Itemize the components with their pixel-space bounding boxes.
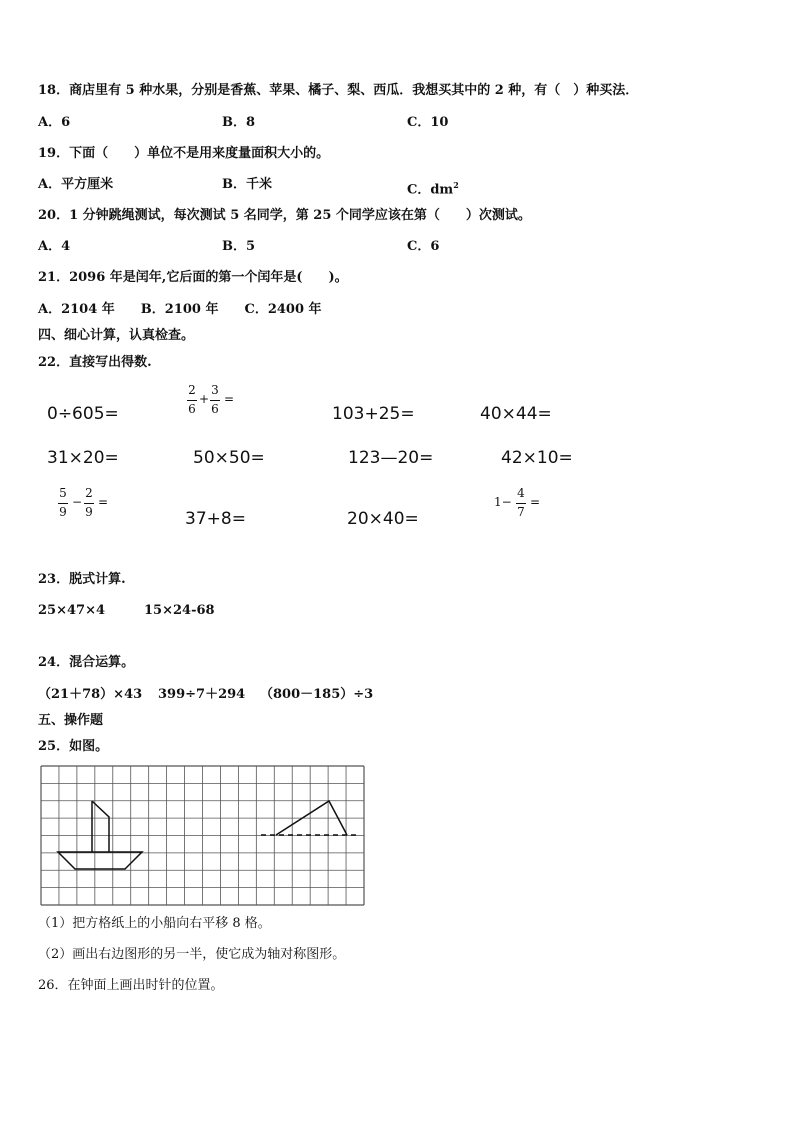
operator: + — [199, 392, 210, 406]
fraction-expression-1 — [186, 383, 246, 423]
question-26: 26．在钟面上画出时针的位置。 — [38, 978, 224, 993]
fraction-bar — [210, 400, 220, 401]
boat-hull — [58, 852, 142, 869]
calc-item: 123—20= — [348, 448, 434, 468]
operator: − — [72, 495, 83, 509]
q25-subquestion-2: （2）画出右边图形的另一半，使它成为轴对称图形。 — [38, 947, 346, 962]
q21-options: A．2104 年 B．2100 年 C．2400 年 — [38, 302, 322, 317]
question-18: 18．商店里有 5 种水果，分别是香蕉、苹果、橘子、梨、西瓜．我想买其中的 2 种，有（ ）种买法． — [38, 83, 639, 98]
q18-option-a: A．6 — [38, 115, 71, 130]
calc-item: 31×20= — [47, 448, 119, 468]
whole-part: 1− — [494, 495, 512, 509]
q18-option-c: C．10 — [407, 115, 449, 130]
fraction-bar — [58, 503, 68, 504]
section-4-heading: 四、细心计算，认真检查。 — [38, 328, 195, 343]
denominator: 9 — [85, 505, 93, 519]
fraction-expression-2 — [57, 486, 117, 526]
q23-item-1: 25×47×4 — [38, 603, 106, 618]
q19-option-c: C．$dm^2$ — [407, 180, 459, 198]
denominator: 6 — [188, 402, 196, 416]
q19-option-a: A．平方厘米 — [38, 177, 114, 192]
q19-option-b: B．千米 — [222, 177, 272, 192]
q20-option-a: A．4 — [38, 239, 71, 254]
boat-figure — [58, 801, 142, 869]
q25-subquestion-1: （1）把方格纸上的小船向右平移 8 格。 — [38, 916, 271, 931]
fraction-bar — [516, 503, 526, 504]
calc-item: 20×40= — [347, 509, 419, 529]
calc-item: 37+8= — [185, 509, 246, 529]
calc-item: 0÷605= — [47, 404, 119, 424]
fraction-bar — [84, 503, 94, 504]
numerator: 3 — [211, 383, 219, 397]
denominator: 7 — [517, 505, 525, 519]
question-23: 23．脱式计算. — [38, 572, 126, 587]
q24-item-3: （800－185）÷3 — [260, 687, 374, 702]
question-19: 19．下面（ ）单位不是用来度量面积大小的。 — [38, 146, 330, 161]
question-21: 21．2096 年是闰年,它后面的第一个闰年是( )。 — [38, 270, 348, 285]
question-22: 22．直接写出得数. — [38, 355, 152, 370]
question-20: 20．1 分钟跳绳测试，每次测试 5 名同学，第 25 个同学应该在第（ ）次测试。 — [38, 208, 531, 223]
calc-item: 40×44= — [480, 404, 552, 424]
denominator: 6 — [211, 402, 219, 416]
section-5-heading: 五、操作题 — [38, 713, 104, 728]
q20-option-c: C．6 — [407, 239, 440, 254]
numerator: 4 — [517, 486, 525, 500]
equals: = — [98, 495, 109, 509]
q20-option-b: B．5 — [222, 239, 256, 254]
q18-option-b: B．8 — [222, 115, 256, 130]
grid-paper — [40, 765, 365, 906]
calc-item: 50×50= — [193, 448, 265, 468]
numerator: 2 — [188, 383, 196, 397]
numerator: 5 — [59, 486, 67, 500]
fraction-expression-3 — [494, 486, 554, 526]
question-24: 24．混合运算。 — [38, 655, 135, 670]
denominator: 9 — [59, 505, 67, 519]
q23-item-2: 15×24-68 — [144, 603, 215, 618]
calc-item: 42×10= — [501, 448, 573, 468]
equals: = — [224, 392, 235, 406]
question-25: 25．如图。 — [38, 739, 109, 754]
numerator: 2 — [85, 486, 93, 500]
q24-item-1: （21＋78）×43 — [38, 687, 143, 702]
q24-item-2: 399÷7＋294 — [158, 687, 246, 702]
fraction-bar — [187, 400, 197, 401]
equals: = — [530, 495, 541, 509]
calc-item: 103+25= — [332, 404, 415, 424]
